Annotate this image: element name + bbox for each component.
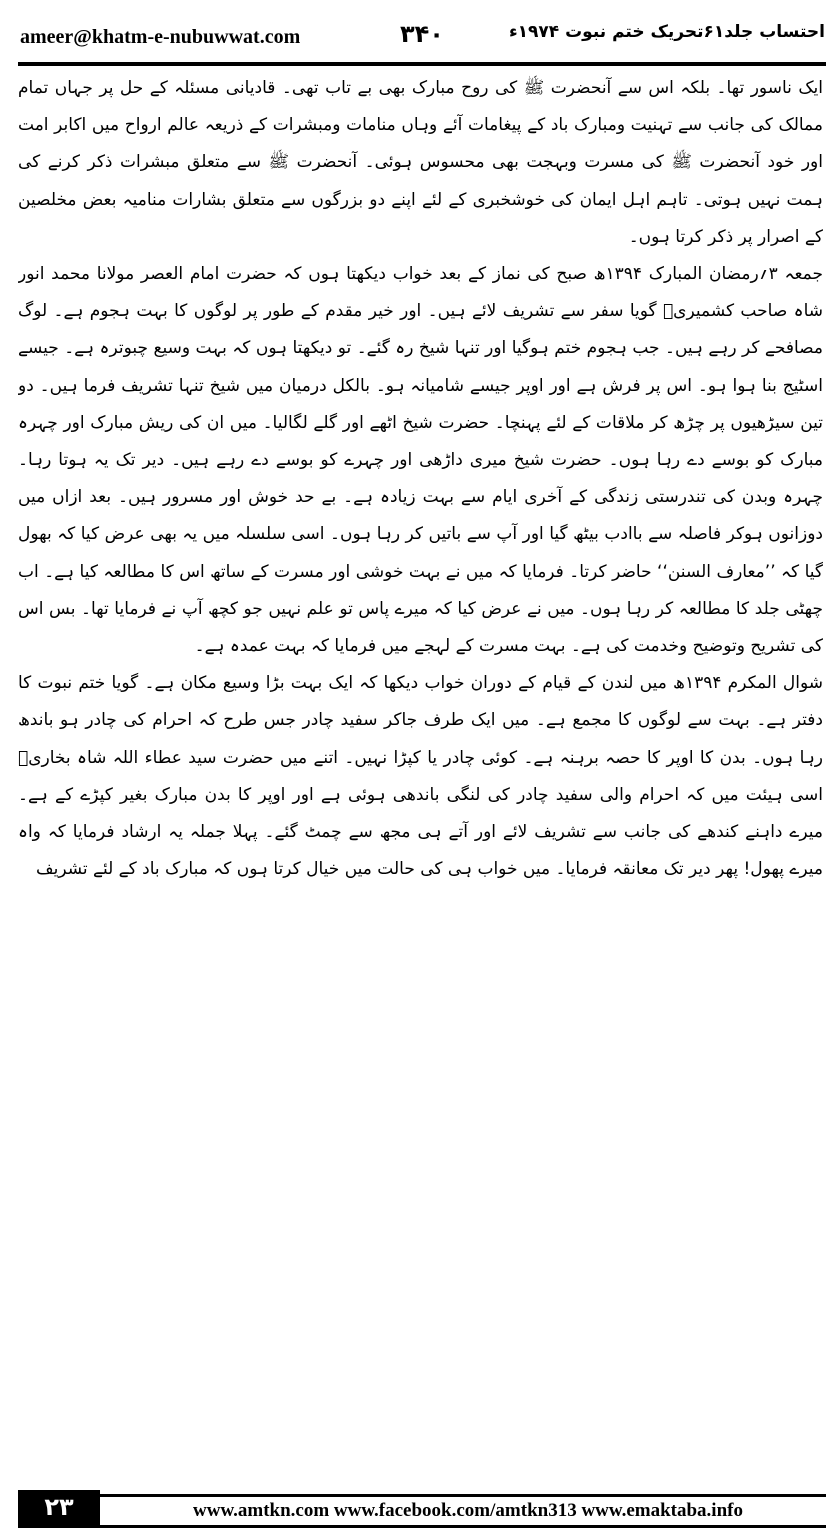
footer-links: www.amtkn.com www.facebook.com/amtkn313 www.emaktaba.info xyxy=(193,1500,743,1521)
paragraph-3: شوال المکرم ۱۳۹۴ھ میں لندن کے قیام کے دوران خواب دیکھا کہ ایک بہت بڑا وسیع مکان ہے۔ گویا ختم نبوت کا دفتر ہے۔ بہت سے لوگوں کا مجمع ہے۔ میں ایک طرف جاکر سفید چادر جس طرح کہ احرام کی چادر ہو باندھ رہا ہوں۔ بدن کا اوپر کا حصہ برہنہ ہے۔ کوئی چادر یا کپڑا نہیں۔ اتنے میں حضرت سید عطاء اللہ شاہ بخاریؒ اسی ہیئت میں کہ احرام والی سفید چادر کی لنگی باندھی ہوئی ہے اور اوپر کا بدن مبارک بغیر کپڑے کے ہے۔ میرے داہنے کندھے کی جانب سے تشریف لائے اور آتے ہی مجھ سے چمٹ گئے۔ پہلا جملہ یہ ارشاد فرمایا کہ واہ میرے پھول! پھر دیر تک معانقہ فرمایا۔ میں خواب ہی کی حالت میں خیال کرتا ہوں کہ مبارک باد کے لئے تشریف xyxy=(18,673,823,880)
header-book-title: احتساب جلد۶۱تحریک ختم نبوت ۱۹۷۴ء xyxy=(508,22,825,42)
header-page-number: ۳۴۰ xyxy=(400,20,444,48)
footer-rule-bottom xyxy=(100,1525,826,1528)
page-footer xyxy=(18,1490,826,1528)
footer-page-number: ۲۳ xyxy=(18,1490,100,1528)
paragraph-1: ایک ناسور تھا۔ بلکہ اس سے آنحضرت ﷺ کی روح مبارک بھی بے تاب تھی۔ قادیانی مسئلہ کے حل پر جہاں تمام ممالک کی جانب سے تہنیت ومبارک باد کے پیغامات آئے وہاں منامات ومبشرات کے ذریعہ عالم ارواح میں اکابر امت اور خود آنحضرت ﷺ کی مسرت وبہجت بھی محسوس ہوئی۔ آنحضرت ﷺ سے متعلق مبشرات ذکر کرنے کی ہمت نہیں ہوتی۔ تاہم اہل ایمان کی خوشخبری کے لئے اپنے دو بزرگوں سے متعلق بشارات منامیہ بعض مخلصین کے اصرار پر ذکر کرتا ہوں۔ xyxy=(18,78,823,247)
header-divider xyxy=(18,62,826,66)
paragraph-2: جمعہ ۳؍رمضان المبارک ۱۳۹۴ھ صبح کی نماز کے بعد خواب دیکھتا ہوں کہ حضرت امام العصر مولانا محمد انور شاہ صاحب کشمیریؒ گویا سفر سے تشریف لائے ہیں۔ اور خیر مقدم کے طور پر لوگوں کا بہت ہجوم ہے۔ لوگ مصافحے کر رہے ہیں۔ جب ہجوم ختم ہوگیا اور تنہا شیخ رہ گئے۔ تو دیکھتا ہوں کہ بہت وسیع چبوترہ ہے۔ جیسے اسٹیج بنا ہوا ہو۔ اس پر فرش ہے اور اوپر جیسے شامیانہ ہو۔ بالکل درمیان میں شیخ تنہا تشریف فرما ہیں۔ دو تین سیڑھیوں پر چڑھ کر ملاقات کے لئے پہنچا۔ حضرت شیخ اٹھے اور گلے لگالیا۔ میں ان کی ریش مبارک اور چہرہ مبارک کو بوسے دے رہا ہوں۔ حضرت شیخ میری داڑھی اور چہرے کو بوسے دے رہے ہیں۔ دیر تک یہ ہوتا رہا۔ چہرہ وبدن کی تندرستی زندگی کے آخری ایام سے بہت زیادہ ہے۔ بے حد خوش اور مسرور ہیں۔ بعد ازاں میں دوزانوں ہوکر فاصلہ سے باادب بیٹھ گیا اور آپ سے باتیں کر رہا ہوں۔ اسی سلسلہ میں یہ بھی عرض کیا کہ بھول گیا کہ ’’معارف السنن‘‘ حاضر کرتا۔ فرمایا کہ میں نے بہت خوشی اور مسرت کے ساتھ اس کا مطالعہ کیا ہے۔ اب چھٹی جلد کا مطالعہ کر رہا ہوں۔ میں نے عرض کیا کہ میرے پاس تو علم نہیں جو کچھ آپ نے فرمایا تھا۔ بس اس کی تشریح وتوضیح وخدمت کی ہے۔ بہت مسرت کے لہجے میں فرمایا کہ بہت عمدہ ہے۔ xyxy=(18,264,823,657)
footer-rule-top xyxy=(100,1494,826,1497)
header-email: ameer@khatm-e-nubuwwat.com xyxy=(20,26,301,48)
page-header xyxy=(20,20,825,60)
body-text xyxy=(18,70,823,1460)
